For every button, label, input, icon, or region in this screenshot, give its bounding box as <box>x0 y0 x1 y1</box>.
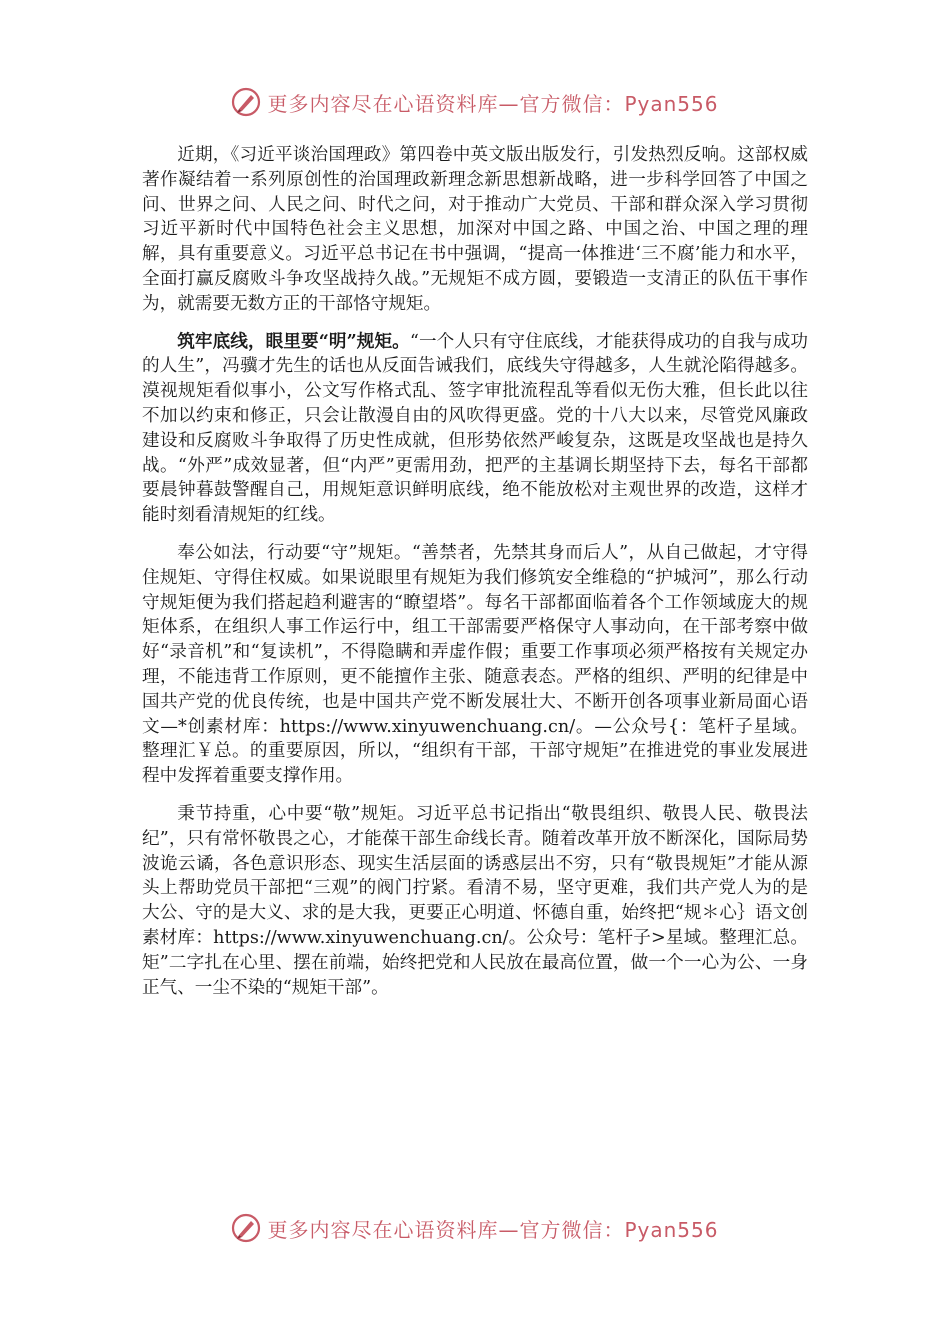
paragraph-text: 秉节持重，心中要“敬”规矩。习近平总书记指出“敬畏组织、敬畏人民、敬畏法纪”，只有常怀敬畏之心，才能葆干部生命线长青。随着改革开放不断深化，国际局势波诡云谲，各色意识形态、现实生活层面的诱惑层出不穷，只有“敬畏规矩”才能从源头上帮助党员干部把“三观”的阀门拧紧。看清不易，坚守更难，我们共产党人为的是大公、守的是大义、求的是大我，更要正心明道、怀德自重，始终把“规＊心｝语文创素材库：https://www.xinyuwenchuang.cn/。公众号：笔杆子>星域。整理汇总。矩”二字扎在心里、摆在前端，始终把党和人民放在最高位置，做一个一心为公、一身正气、一尘不染的“规矩干部”。 <box>142 803 808 998</box>
paragraph-text: 奉公如法，行动要“守”规矩。“善禁者，先禁其身而后人”，从自己做起，才守得住规矩、守得住权威。如果说眼里有规矩为我们修筑安全维稳的“护城河”，那么行动守规矩便为我们搭起趋利避害的“瞭望塔”。每名干部都面临着各个工作领域庞大的规矩体系，在组织人事工作运行中，组工干部需要严格保守人事动向，在干部考察中做好“录音机”和“复读机”，不得隐瞒和弄虚作假；重要工作事项必须严格按有关规定办理，不能违背工作原则，更不能擅作主张、随意表态。严格的组织、严明的纪律是中国共产党的优良传统，也是中国共产党不断发展壮大、不断开创各项事业新局面心语文—*创素材库：https://www.xinyuwenchuang.cn/。—公众号{：笔杆子星域。整理汇￥总。的重要原因，所以，“组织有干部，干部守规矩”在推进党的事业发展进程中发挥着重要支撑作用。 <box>142 542 808 787</box>
paragraph-lead: 筑牢底线，眼里要“明”规矩。 <box>177 330 410 352</box>
header-banner <box>0 82 950 122</box>
paragraph-keep-rules <box>142 541 808 789</box>
paragraph-intro <box>142 143 808 317</box>
quill-pen-icon <box>231 87 261 117</box>
quill-pen-icon <box>231 1213 261 1243</box>
article-body <box>142 143 808 1000</box>
paragraph-bottom-line <box>142 330 808 528</box>
footer-banner <box>0 1208 950 1248</box>
paragraph-text: 近期，《习近平谈治国理政》第四卷中英文版出版发行，引发热烈反响。这部权威著作凝结着一系列原创性的治国理政新理念新思想新战略，进一步科学回答了中国之问、世界之问、人民之问、时代之问，对于推动广大党员、干部和群众深入学习贯彻习近平新时代中国特色社会主义思想，加深对中国之路、中国之治、中国之理的理解，具有重要意义。习近平总书记在书中强调，“提高一体推进‘三不腐’能力和水平，全面打赢反腐败斗争攻坚战持久战。”无规矩不成方圆，要锻造一支清正的队伍干事作为，就需要无数方正的干部恪守规矩。 <box>142 145 808 314</box>
paragraph-respect-rules <box>142 802 808 1000</box>
paragraph-text: “一个人只有守住底线，才能获得成功的自我与成功的人生”，冯骥才先生的话也从反面告诫我们，底线失守得越多，人生就沦陷得越多。漠视规矩看似事小，公文写作格式乱、签字审批流程乱等看似无伤大雅，但长此以往不加以约束和修正，只会让散漫自由的风吹得更盛。党的十八大以来，尽管党风廉政建设和反腐败斗争取得了历史性成就，但形势依然严峻复杂，这既是攻坚战也是持久战。“外严”成效显著，但“内严”更需用劲，把严的主基调长期坚持下去，每名干部都要晨钟暮鼓警醒自己，用规矩意识鲜明底线，绝不能放松对主观世界的改造，这样才能时刻看清规矩的红线。 <box>142 331 808 526</box>
banner-text: 更多内容尽在心语资料库—官方微信：Pyan556 <box>267 91 719 116</box>
banner-text: 更多内容尽在心语资料库—官方微信：Pyan556 <box>267 1217 719 1242</box>
